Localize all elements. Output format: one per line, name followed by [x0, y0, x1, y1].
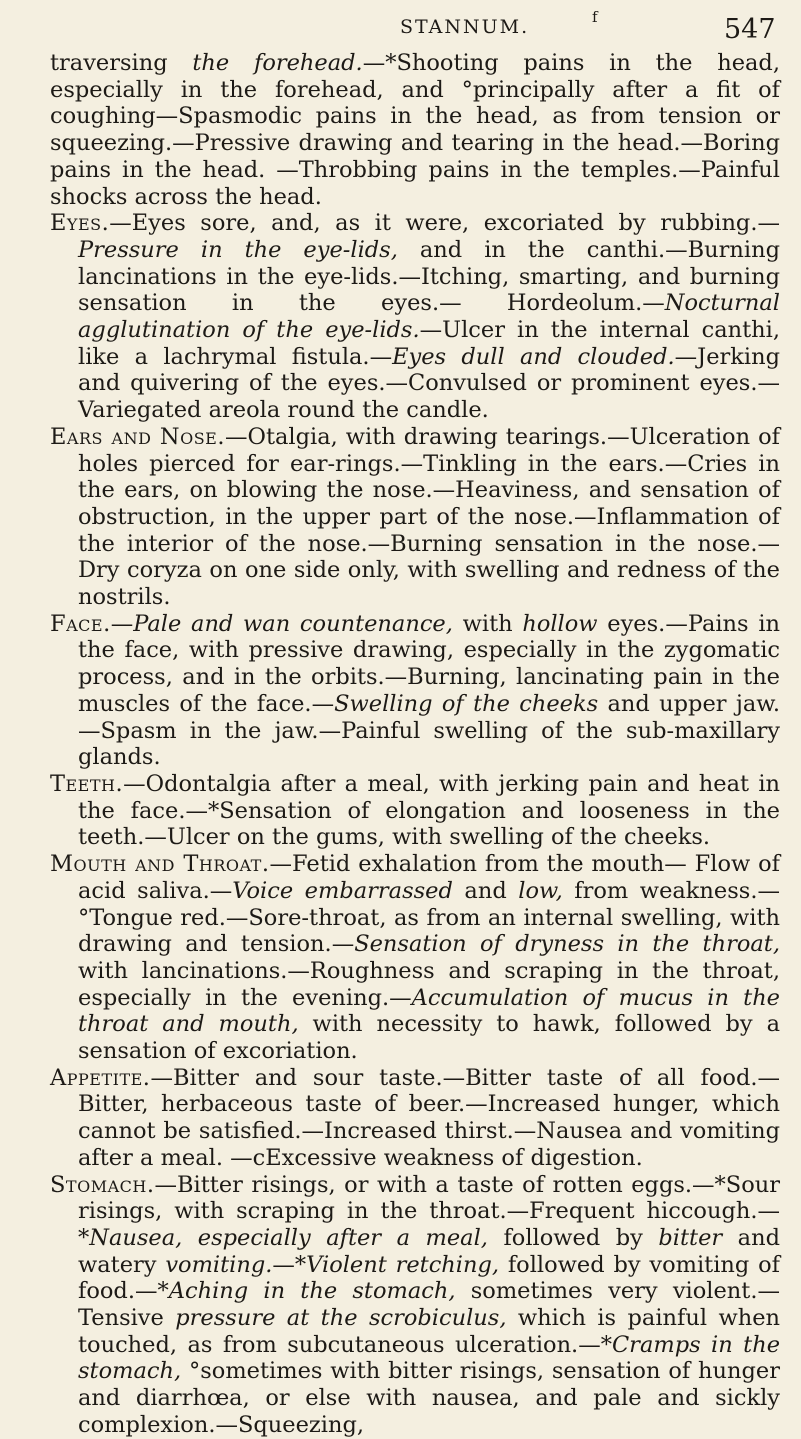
text-run: from weakness.—°Tongue red.—Sore-throat, as from an internal swelling, with drawing and tension.—	[78, 877, 780, 958]
italic-text: Pressure in the eye-lids,	[78, 236, 398, 263]
text-run: and	[452, 877, 519, 904]
text-run: and upper jaw.—Spasm in the jaw.—Painful swelling of the sub-maxillary glands.	[78, 690, 780, 771]
italic-text: Sensation of dryness in the throat,	[354, 931, 780, 958]
text-run: sometimes very violent.—Tensive	[78, 1278, 780, 1332]
paragraph	[50, 424, 780, 611]
text-body	[50, 50, 780, 1439]
paragraph	[50, 210, 780, 424]
text-run: —Eyes sore, and, as it were, excoriated by rubbing.—	[109, 210, 780, 237]
paragraph	[50, 851, 780, 1065]
italic-text: Voice embarrassed	[232, 877, 453, 904]
page-number: 547	[724, 14, 776, 45]
text-run: eyes.—Pains in the face, with pressive drawing, especially in the zygomatic process, and in the orbits.—Burning, lancinating pain in the muscles of the face.—	[78, 610, 781, 717]
section-label: Ears and Nose.	[50, 423, 226, 450]
paragraph	[50, 611, 780, 771]
section-label: Eyes.	[50, 210, 110, 237]
paragraph	[50, 1172, 780, 1439]
text-run: —*	[272, 1251, 307, 1278]
italic-text: Nocturnal agglutination of the eye-lids.	[78, 290, 780, 344]
paragraph	[50, 771, 780, 851]
text-run: —*Shooting pains in the head, especially in the forehead, and °principally after a fit of coughing—Spasmodic pains in the head, as from tension or squeezing.—Pressive drawing and tearing in the head.—Boring pains in the head. —Throbbing pains in the temples.—Painful shocks across the head.	[50, 50, 780, 210]
text-run: which is painful when touched, as from subcutaneous ulceration.—*	[78, 1305, 781, 1358]
section-label: Teeth.	[50, 770, 124, 797]
text-run: with lancinations.—Roughness and scraping in the throat, especially in the evening.—	[78, 957, 780, 1011]
running-head	[0, 6, 801, 46]
section-label: Stomach.	[50, 1171, 155, 1198]
text-run: —Fetid exhalation from the mouth— Flow of acid saliva.—	[78, 851, 780, 904]
stray-mark: f	[592, 8, 598, 26]
text-run: traversing	[50, 50, 193, 76]
paragraph	[50, 50, 780, 210]
italic-text: Cramps in the stomach,	[78, 1331, 781, 1385]
italic-text: Accumulation of mucus in the throat and mouth,	[78, 984, 781, 1038]
italic-text: Swelling of the cheeks	[334, 690, 599, 717]
text-run: —	[110, 610, 134, 637]
italic-text: Violent retching,	[306, 1251, 500, 1278]
text-run: and watery	[78, 1224, 780, 1278]
section-label: Mouth and Throat.	[50, 851, 270, 878]
text-run: —Otalgia, with drawing tearings.—Ulceration of holes pierced for ear-rings.—Tinkling in the ears.—Cries in the ears, on blowing the nose.—Heaviness, and sensation of obstruction, in the upper part of the nose.—Inflammation of the interior of the nose.—Burning sensation in the nose.— Dry coryza on one side only, with swelling and redness of the nostrils.	[78, 423, 780, 611]
text-run: —Jerking and quivering of the eyes.—Convulsed or prominent eyes.—Variegated areola round the candle.	[78, 343, 780, 424]
italic-text: hollow	[522, 610, 598, 637]
text-run: °sometimes with bitter risings, sensation of hunger and diarrhœa, or else with nausea, and pale and sickly complexion.—Squeezing,	[78, 1358, 780, 1438]
italic-text: Nausea, especially after a meal,	[89, 1224, 488, 1251]
section-label: Face.	[50, 610, 111, 637]
text-run: —Bitter risings, or with a taste of rotten eggs.—*Sour risings, with scraping in the throat.—Frequent hiccough.—*	[78, 1171, 780, 1251]
section-label: Appetite.	[50, 1064, 151, 1091]
text-run: with	[452, 610, 523, 637]
italic-text: low,	[518, 877, 563, 904]
text-run: followed by	[487, 1224, 659, 1251]
italic-text: Pale and wan countenance,	[133, 610, 453, 637]
italic-text: vomiting.	[165, 1251, 273, 1278]
italic-text: Aching in the stomach,	[168, 1278, 456, 1305]
italic-text: pressure at the scrobiculus,	[175, 1305, 507, 1332]
text-run: —Ulcer in the internal canthi, like a lachrymal fistula.—	[78, 317, 780, 370]
running-title: STANNUM.	[400, 16, 530, 38]
text-run: and in the canthi.—Burning lancinations in the eye-lids.—Itching, smarting, and burning sensation in the eyes.— Hordeolum.—	[78, 236, 781, 317]
paragraph	[50, 1065, 780, 1172]
text-run: with necessity to hawk, followed by a sensation of excoriation.	[78, 1011, 780, 1065]
text-run: —Odontalgia after a meal, with jerking pain and heat in the face.—*Sensation of elongation and looseness in the teeth.—Ulcer on the gums, with swelling of the cheeks.	[78, 770, 780, 851]
italic-text: the forehead.	[192, 50, 363, 76]
italic-text: Eyes dull and clouded.	[392, 343, 675, 370]
text-run: followed by vomiting of food.—*	[78, 1251, 780, 1305]
text-run: —Bitter and sour taste.—Bitter taste of all food.—Bitter, herbaceous taste of beer.—Increased hunger, which cannot be satisfied.—Increased thirst.—Nausea and vomiting after a meal. —cExcessive weakness of digestion.	[78, 1064, 780, 1171]
italic-text: bitter	[658, 1224, 723, 1251]
